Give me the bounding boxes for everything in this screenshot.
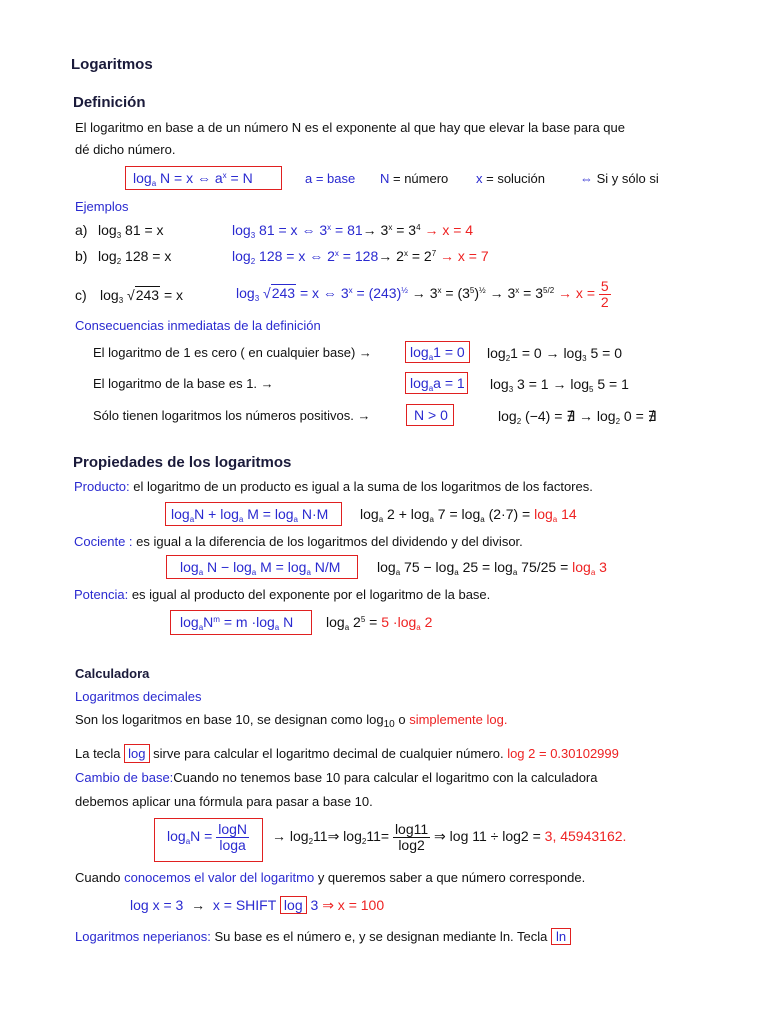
- cuando-text: Cuando conocemos el valor del logaritmo y queremos saber a que número corresponde.: [75, 870, 586, 885]
- decimales-text: Son los logaritmos en base 10, se designan como $\log_{10} o$ simplemente log.: [75, 712, 508, 730]
- producto-text: Producto: el logaritmo de un producto es igual a la suma de los logaritmos de los factores.: [74, 479, 593, 494]
- cociente-text: Cociente : es igual a la diferencia de los logaritmos del dividendo y del divisor.: [74, 534, 523, 549]
- section-heading-definicion: Definición: [73, 94, 146, 111]
- cambio-example: → $\log_211\Rightarrow$ $\log_211=$ $\frac{\log 11}{\log 2}$ ⇒ log 11 ÷ log2 = 3, 45943162.: [272, 821, 627, 853]
- example-a-solution: $\log_3 81 = x$ ⇔ $3^x = 81\to 3^x = 3^4 \to x = 4$: [232, 222, 474, 240]
- cambio-formula: $\log_aN$ = $\frac{\log N}{\log a}$: [167, 821, 248, 853]
- producto-formula: $\log_aN + \log_a M = \log_a N\cdot M$: [171, 506, 329, 524]
- tecla-log-text: La tecla log sirve para calcular el logaritmo decimal de cualquier número. log 2 = 0.30102999: [75, 746, 619, 761]
- ejemplos-heading: Ejemplos: [75, 199, 129, 214]
- decimales-heading: Logaritmos decimales: [75, 689, 202, 704]
- example-c-statement: $\log_3 √243 = x$: [100, 287, 184, 305]
- consecuencia-1-example: $\log_21 = 0 \to \log_3 5 = 0$: [487, 345, 623, 363]
- shift-example: log x = 3 → x = SHIFT log 3 ⇒ x = 100: [130, 897, 385, 913]
- n-numero-legend: N = número: [380, 171, 449, 186]
- cambio-base-text2: debemos aplicar una fórmula para pasar a base 10.: [75, 794, 373, 809]
- a-base-legend: a = base: [305, 171, 356, 186]
- potencia-formula: $\log_aN^m = m \cdot\log_a$ N: [180, 614, 294, 632]
- consecuencia-1-text: El logaritmo de 1 es cero ( en cualquier base) →: [93, 345, 372, 360]
- iff-legend: ⇔ Si y sólo si: [580, 171, 659, 186]
- neperianos-text: Logaritmos neperianos: Su base es el número e, y se designan mediante ln. Tecla ln: [75, 928, 571, 945]
- consecuencia-3-text: Sólo tienen logaritmos los números positivos. →: [93, 408, 371, 423]
- shift-log-key: log: [280, 896, 307, 914]
- definition-text-line1: El logaritmo en base a de un número N es el exponente al que hay que elevar la base para que: [75, 120, 625, 135]
- example-b-label: b): [75, 248, 88, 264]
- cociente-example: $\log_a 75 - \log_a 25 = \log_a 75/25 = \log_a 3$: [377, 559, 607, 577]
- example-a-statement: $\log_3 81 = x$: [98, 222, 164, 240]
- definition-text-line2: dé dicho número.: [75, 142, 176, 157]
- consecuencia-3-example: $\log_2 (-4)$ = ∄ → $\log_2 0$ = ∄: [498, 408, 657, 426]
- example-a-label: a): [75, 222, 88, 238]
- example-c-label: c): [75, 287, 87, 303]
- calculadora-heading: Calculadora: [75, 666, 150, 681]
- potencia-text: Potencia: es igual al producto del exponente por el logaritmo de la base.: [74, 587, 491, 602]
- consecuencia-2-text: El logaritmo de la base es 1. →: [93, 376, 274, 391]
- example-c-solution: $\log_3 √243 = x$ ⇔ $3^x = (243)^{\frac{1}{2}} \to 3^x = (3^5)^{\frac{1}{2}} \to 3^x = 3^{5/2} \to x$ = $\frac{5}{2}$: [236, 278, 609, 310]
- log-key: log: [124, 744, 149, 763]
- consecuencia-2-example: $\log_3 3 = 1 \to \log_5 5 = 1$: [490, 376, 629, 394]
- page-title: Logaritmos: [71, 56, 153, 73]
- consecuencias-heading: Consecuencias inmediatas de la definición: [75, 318, 321, 333]
- x-solucion-legend: x = solución: [476, 171, 546, 186]
- potencia-example: $\log_a 2^5 = 5 \cdot\log_a$ 2: [326, 614, 433, 632]
- ln-key: ln: [551, 928, 571, 945]
- example-b-statement: $\log_2 128 = x$: [98, 248, 172, 266]
- consecuencia-2-formula: $\log_aa = 1$: [410, 375, 465, 393]
- example-b-solution: $\log_2 128 = x$ ⇔ $2^x = 128\to 2^x = 2^7 \to x = 7$: [232, 248, 489, 266]
- consecuencia-3-formula: N > 0: [414, 407, 448, 423]
- cambio-base-text: Cambio de base:Cuando no tenemos base 10 para calcular el logaritmo con la calculadora: [75, 770, 598, 785]
- propiedades-heading: Propiedades de los logaritmos: [73, 454, 292, 471]
- definition-formula: $\log_a N = x$ ⇔ $a^x = N$: [133, 170, 253, 188]
- consecuencia-1-formula: $\log_a1 = 0$: [410, 344, 465, 362]
- cociente-formula: $\log_a N - \log_a M = \log_a N/M$: [180, 559, 341, 577]
- producto-example: $\log_a 2 + \log_a 7 = \log_a (2\cdot 7) = \log_a 14$: [360, 506, 577, 524]
